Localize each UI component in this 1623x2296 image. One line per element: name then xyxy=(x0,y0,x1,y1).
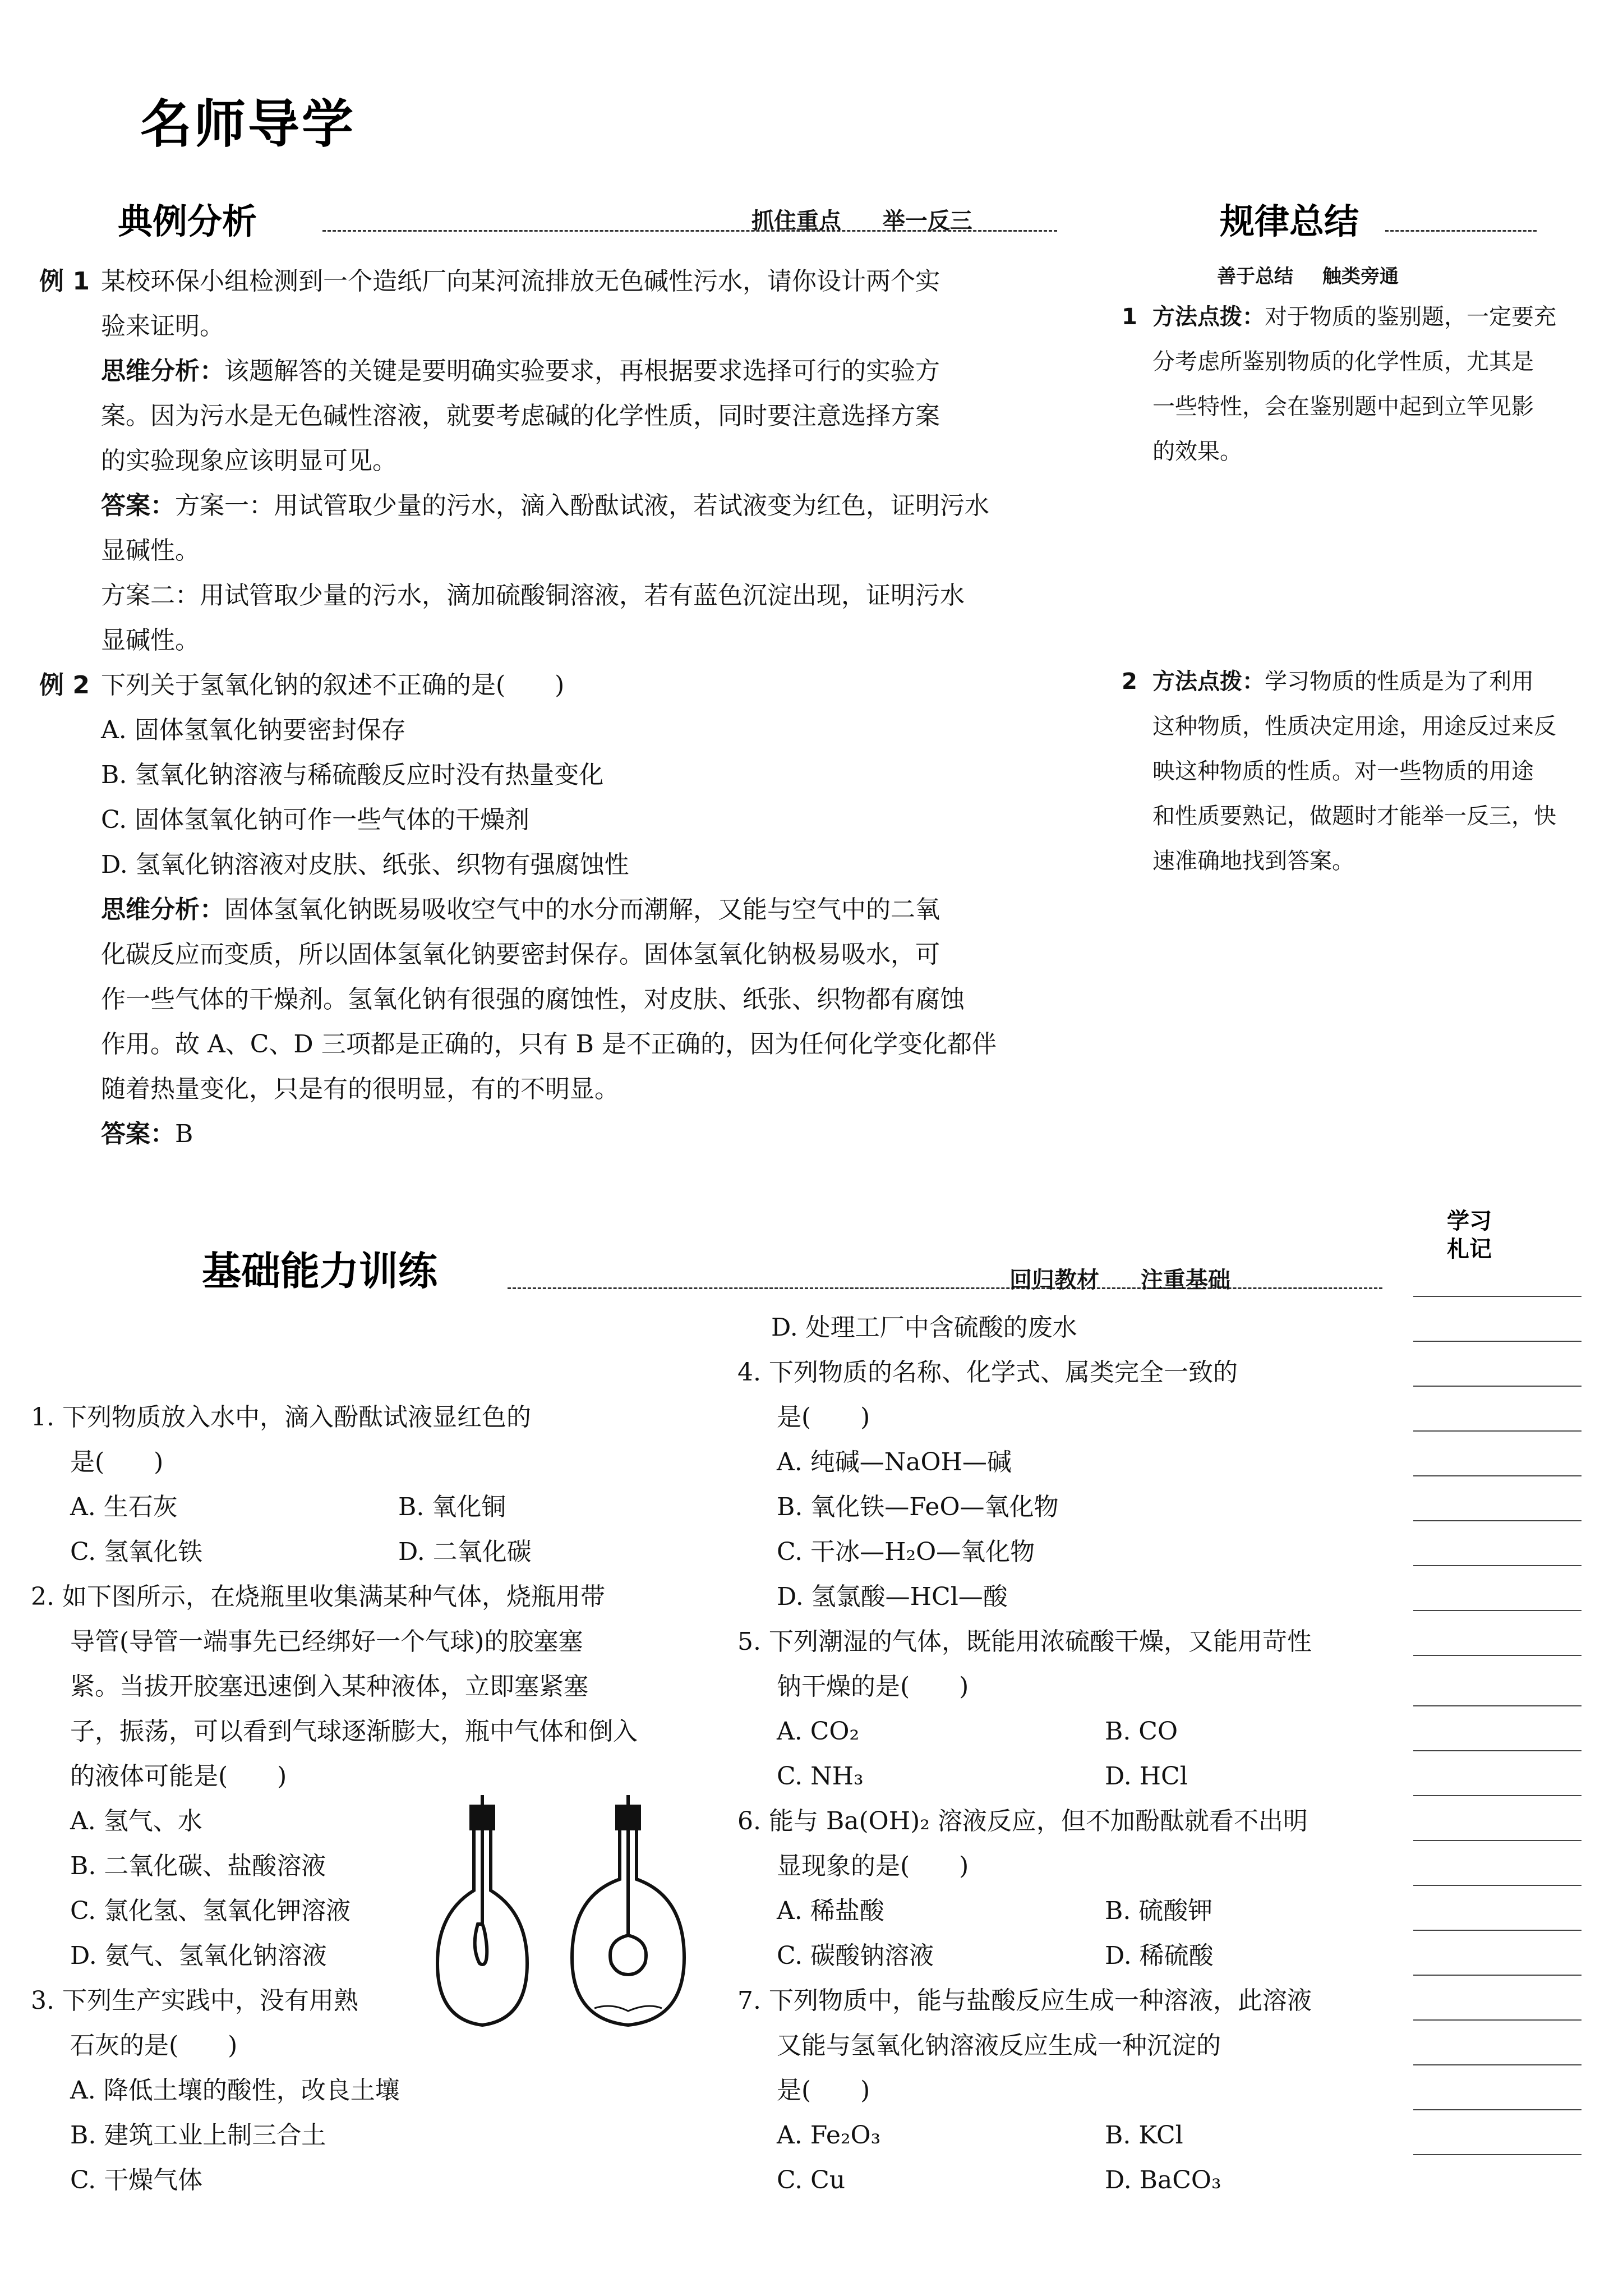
question-2-option-d: D. 氨气、氢氧化钠溶液 xyxy=(70,1941,327,1970)
example-1-answer: 显碱性。 xyxy=(101,536,200,565)
notes-label: 札记 xyxy=(1447,1236,1492,1262)
example-2-analysis: 作一些气体的干燥剂。氢氧化钠有很强的腐蚀性，对皮肤、纸张、织物都有腐蚀 xyxy=(101,985,965,1014)
question-6: 6. 能与 Ba(OH)₂ 溶液反应，但不加酚酞就看不出明 xyxy=(737,1807,1308,1835)
example-1-text: 某校环保小组检测到一个造纸厂向某河流排放无色碱性污水，请你设计两个实 xyxy=(101,267,940,296)
example-1-text: 验来证明。 xyxy=(101,312,224,341)
question-5: 5. 下列潮湿的气体，既能用浓硫酸干燥，又能用苛性 xyxy=(737,1627,1312,1656)
question-6-option-b: B. 硫酸钾 xyxy=(1105,1897,1213,1925)
question-7-option-c: C. Cu xyxy=(777,2166,846,2194)
tip-2-text: 方法点拨：学习物质的性质是为了利用 xyxy=(1152,669,1534,694)
question-3-option-d: D. 处理工厂中含硫酸的废水 xyxy=(771,1313,1077,1342)
question-4-option-d: D. 氢氯酸—HCl—酸 xyxy=(777,1582,1008,1611)
question-6-option-d: D. 稀硫酸 xyxy=(1105,1941,1214,1970)
question-2: 紧。当拔开胶塞迅速倒入某种液体，立即塞紧塞 xyxy=(70,1672,588,1701)
example-2-option-c: C. 固体氢氧化钠可作一些气体的干燥剂 xyxy=(101,806,530,834)
example-1-answer: 方案二：用试管取少量的污水，滴加硫酸铜溶液，若有蓝色沉淀出现，证明污水 xyxy=(101,581,965,610)
section-subtitle-practice: 回归教材 注重基础 xyxy=(1009,1267,1230,1293)
question-1: 是( ) xyxy=(70,1448,164,1476)
question-4: 4. 下列物质的名称、化学式、属类完全一致的 xyxy=(737,1358,1238,1387)
flask-illustration xyxy=(426,1795,707,2076)
example-2-analysis: 随着热量变化，只是有的很明显，有的不明显。 xyxy=(101,1075,619,1103)
tip-2-text: 这种物质，性质决定用途，用途反过来反 xyxy=(1152,714,1556,739)
answer-label: 答案： xyxy=(101,1120,175,1148)
question-6: 显现象的是( ) xyxy=(777,1852,969,1880)
example-2-answer: 答案：B xyxy=(101,1120,193,1148)
example-2-option-d: D. 氢氧化钠溶液对皮肤、纸张、织物有强腐蚀性 xyxy=(101,850,629,879)
example-2-analysis: 化碳反应而变质，所以固体氢氧化钠要密封保存。固体氢氧化钠极易吸水，可 xyxy=(101,940,940,969)
tip-2-text: 和性质要熟记，做题时才能举一反三，快 xyxy=(1152,803,1556,829)
question-1-option-d: D. 二氧化碳 xyxy=(398,1538,532,1566)
question-7: 是( ) xyxy=(777,2076,870,2105)
example-1-answer: 显碱性。 xyxy=(101,626,200,655)
question-2-option-b: B. 二氧化碳、盐酸溶液 xyxy=(70,1852,326,1880)
question-2: 导管(导管一端事先已经绑好一个气球)的胶塞塞 xyxy=(70,1627,583,1656)
example-2-stem: 下列关于氢氧化钠的叙述不正确的是( ) xyxy=(101,671,565,700)
section-subtitle-summary: 善于总结 触类旁通 xyxy=(1217,265,1399,288)
question-1-option-a: A. 生石灰 xyxy=(70,1493,178,1521)
question-7-option-b: B. KCl xyxy=(1105,2121,1183,2150)
tip-1-text: 分考虑所鉴别物质的化学性质，尤其是 xyxy=(1152,349,1534,375)
question-2: 2. 如下图所示，在烧瓶里收集满某种气体，烧瓶用带 xyxy=(31,1582,605,1611)
question-4-option-c: C. 干冰—H₂O—氧化物 xyxy=(777,1538,1035,1566)
question-4-option-a: A. 纯碱—NaOH—碱 xyxy=(777,1448,1012,1476)
question-5-option-a: A. CO₂ xyxy=(777,1717,860,1746)
tip-1-number: 1 xyxy=(1122,304,1137,330)
example-2-option-a: A. 固体氢氧化钠要密封保存 xyxy=(101,716,406,744)
question-3: 3. 下列生产实践中，没有用熟 xyxy=(31,1986,358,2015)
section-subtitle-examples: 抓住重点 举一反三 xyxy=(751,208,972,234)
question-1: 1. 下列物质放入水中，滴入酚酞试液显红色的 xyxy=(31,1403,531,1432)
section-title-examples: 典例分析 xyxy=(118,201,257,242)
question-7: 又能与氢氧化钠溶液反应生成一种沉淀的 xyxy=(777,2031,1221,2060)
tip-2-number: 2 xyxy=(1122,669,1137,694)
tip-1-text: 方法点拨：对于物质的鉴别题，一定要充 xyxy=(1152,304,1556,330)
question-7-option-a: A. Fe₂O₃ xyxy=(777,2121,881,2150)
tip-2-text: 速准确地找到答案。 xyxy=(1152,848,1354,874)
analysis-label: 思维分析： xyxy=(101,895,224,924)
question-3: 石灰的是( ) xyxy=(70,2031,238,2060)
question-1-option-b: B. 氧化铜 xyxy=(398,1493,506,1521)
question-5-option-d: D. HCl xyxy=(1105,1762,1188,1791)
example-2-option-b: B. 氢氧化钠溶液与稀硫酸反应时没有热量变化 xyxy=(101,761,604,789)
question-2: 的液体可能是( ) xyxy=(70,1762,287,1791)
example-2-analysis: 作用。故 A、C、D 三项都是正确的，只有 B 是不正确的，因为任何化学变化都伴 xyxy=(101,1030,997,1059)
example-1-analysis: 思维分析：该题解答的关键是要明确实验要求，再根据要求选择可行的实验方 xyxy=(101,357,940,385)
question-5-option-b: B. CO xyxy=(1105,1717,1178,1746)
question-3-option-a: A. 降低土壤的酸性，改良土壤 xyxy=(70,2076,400,2105)
example-1-analysis: 的实验现象应该明显可见。 xyxy=(101,447,397,475)
section-divider xyxy=(508,1287,1382,1289)
question-1-option-c: C. 氢氧化铁 xyxy=(70,1538,203,1566)
question-3-option-b: B. 建筑工业上制三合土 xyxy=(70,2121,326,2150)
question-7: 7. 下列物质中，能与盐酸反应生成一种溶液，此溶液 xyxy=(737,1986,1312,2015)
question-3-option-c: C. 干燥气体 xyxy=(70,2166,203,2194)
example-1-label: 例 1 xyxy=(39,267,90,296)
section-title-summary: 规律总结 xyxy=(1220,201,1359,242)
question-2: 子，振荡，可以看到气球逐渐膨大，瓶中气体和倒入 xyxy=(70,1717,638,1746)
example-2-label: 例 2 xyxy=(39,671,90,700)
analysis-label: 思维分析： xyxy=(101,357,224,385)
tip-1-text: 一些特性，会在鉴别题中起到立竿见影 xyxy=(1152,394,1534,420)
tip-2-text: 映这种物质的性质。对一些物质的用途 xyxy=(1152,758,1534,784)
example-2-analysis: 思维分析：固体氢氧化钠既易吸收空气中的水分而潮解，又能与空气中的二氧 xyxy=(101,895,940,924)
tip-1-text: 的效果。 xyxy=(1152,439,1242,464)
notes-label: 学习 xyxy=(1447,1208,1492,1234)
question-6-option-c: C. 碳酸钠溶液 xyxy=(777,1941,934,1970)
answer-label: 答案： xyxy=(101,491,175,520)
question-5-option-c: C. NH₃ xyxy=(777,1762,864,1791)
question-6-option-a: A. 稀盐酸 xyxy=(777,1897,884,1925)
question-2-option-a: A. 氢气、水 xyxy=(70,1807,202,1835)
page-title: 名师导学 xyxy=(140,94,356,154)
example-1-analysis: 案。因为污水是无色碱性溶液，就要考虑碱的化学性质，同时要注意选择方案 xyxy=(101,402,940,430)
question-4: 是( ) xyxy=(777,1403,870,1432)
example-1-answer: 答案：方案一：用试管取少量的污水，滴入酚酞试液，若试液变为红色，证明污水 xyxy=(101,491,989,520)
question-7-option-d: D. BaCO₃ xyxy=(1105,2166,1221,2194)
section-title-practice: 基础能力训练 xyxy=(202,1248,437,1294)
question-5: 钠干燥的是( ) xyxy=(777,1672,969,1701)
question-2-option-c: C. 氯化氢、氢氧化钾溶液 xyxy=(70,1897,351,1925)
section-divider xyxy=(1385,230,1537,232)
question-4-option-b: B. 氧化铁—FeO—氧化物 xyxy=(777,1493,1059,1521)
